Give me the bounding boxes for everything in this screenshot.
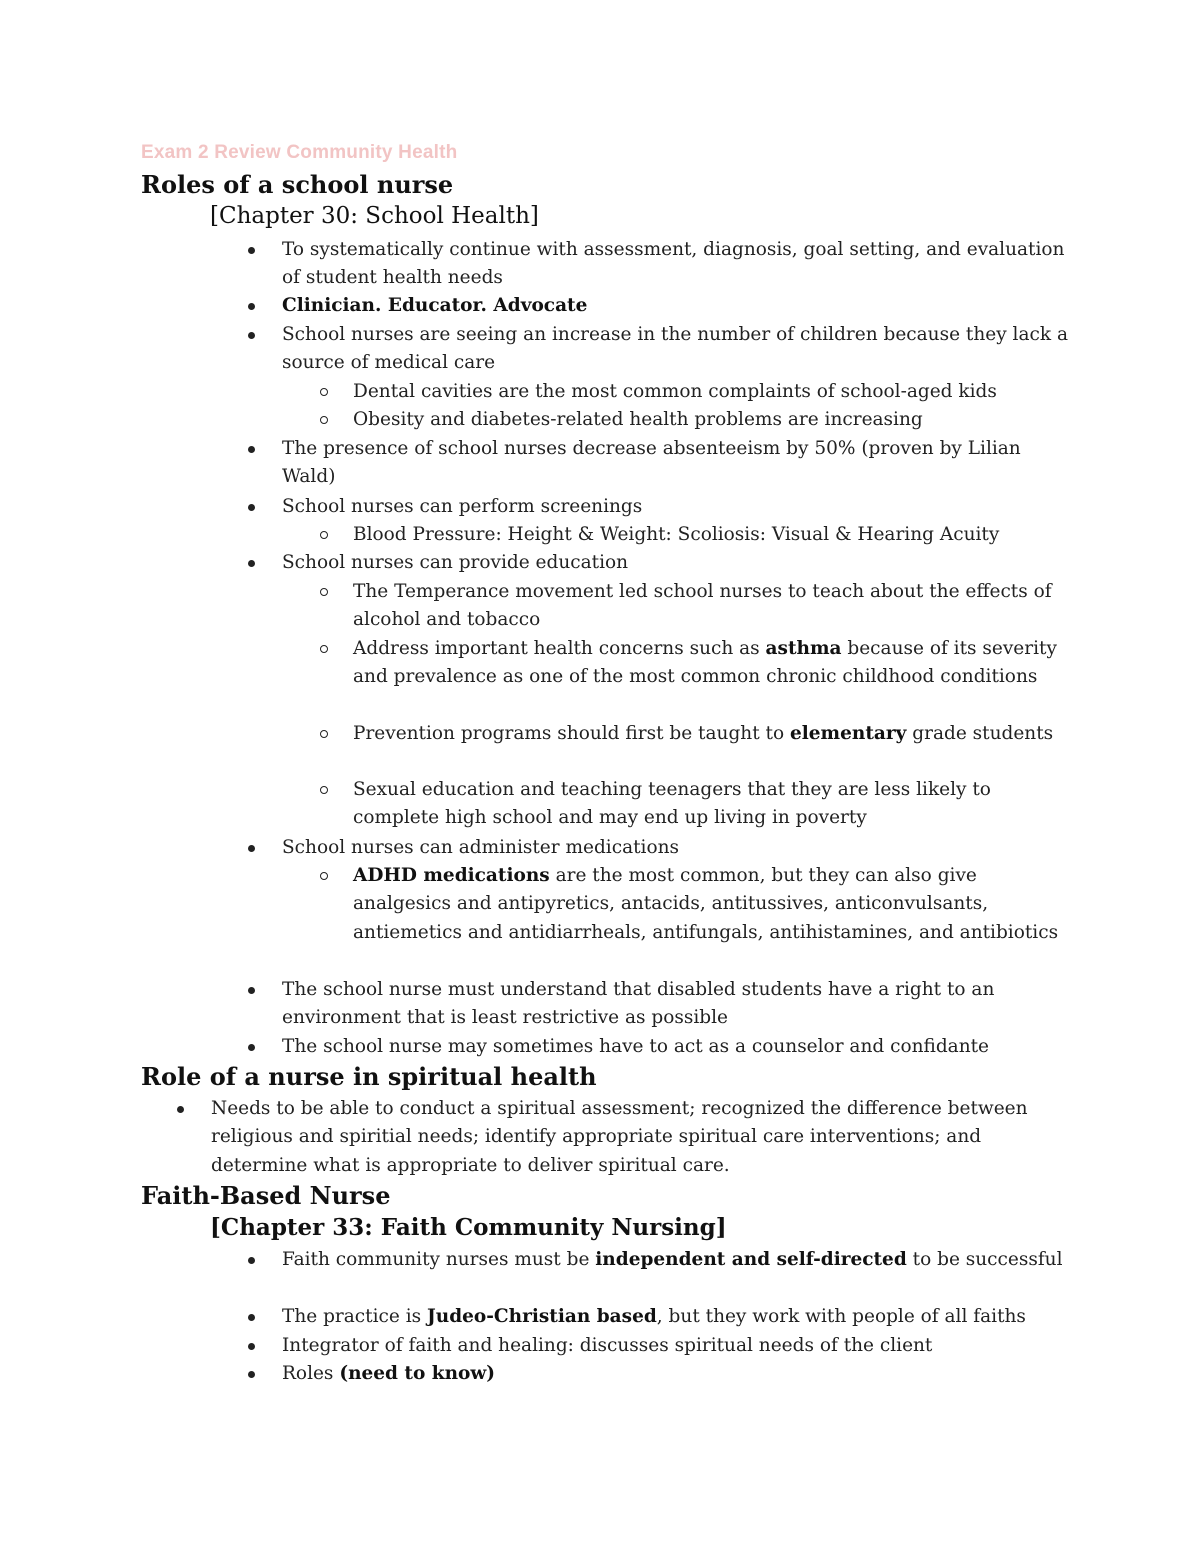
circle-bullet-icon (320, 872, 328, 880)
circle-bullet-icon (320, 388, 328, 396)
bullet-icon (248, 446, 255, 453)
section-heading-faith-based-nurse: Faith-Based Nurse (141, 1181, 391, 1210)
circle-bullet-icon (320, 416, 328, 424)
circle-bullet-icon (320, 786, 328, 794)
sub-list-item: Sexual education and teaching teenagers that they are less likely to complete high school and may end up living in poverty (353, 776, 1063, 833)
bullet-icon (248, 303, 255, 310)
chapter-heading-faith-community: [Chapter 33: Faith Community Nursing] (210, 1214, 727, 1241)
list-item: School nurses can provide education (282, 549, 1072, 577)
list-item: The presence of school nurses decrease absenteeism by 50% (proven by Lilian Wald) (282, 435, 1072, 492)
bullet-icon (248, 1314, 255, 1321)
bullet-icon (248, 987, 255, 994)
bullet-icon (248, 504, 255, 511)
list-item: Clinician. Educator. Advocate (282, 292, 1072, 320)
sub-list-item: Prevention programs should first be taught to elementary grade students (353, 720, 1063, 748)
bullet-icon (248, 1257, 255, 1264)
list-item: The school nurse must understand that disabled students have a right to an environment that is least restrictive as possible (282, 976, 1072, 1033)
bullet-icon (248, 560, 255, 567)
chapter-heading-school-health: [Chapter 30: School Health] (210, 203, 539, 229)
sub-list-item: Obesity and diabetes-related health problems are increasing (353, 406, 1063, 434)
circle-bullet-icon (320, 531, 328, 539)
bullet-icon (248, 1343, 255, 1350)
list-item: School nurses can administer medications (282, 834, 1072, 862)
sub-list-item: Address important health concerns such as asthma because of its severity and prevalence as one of the most common chronic childhood conditions (353, 635, 1063, 692)
bullet-icon (248, 845, 255, 852)
bullet-icon (248, 332, 255, 339)
circle-bullet-icon (320, 730, 328, 738)
sub-list-item: Dental cavities are the most common complaints of school-aged kids (353, 378, 1063, 406)
bullet-icon (248, 1044, 255, 1051)
list-item: School nurses are seeing an increase in the number of children because they lack a source of medical care (282, 321, 1072, 378)
section-heading-spiritual-health: Role of a nurse in spiritual health (141, 1062, 597, 1091)
bullet-icon (248, 1371, 255, 1378)
list-item: To systematically continue with assessment, diagnosis, goal setting, and evaluation of student health needs (282, 236, 1072, 293)
sub-list-item: Blood Pressure: Height & Weight: Scoliosis: Visual & Hearing Acuity (353, 521, 1063, 549)
list-item: The practice is Judeo-Christian based, but they work with people of all faiths (282, 1303, 1072, 1331)
list-item: Integrator of faith and healing: discusses spiritual needs of the client (282, 1332, 1072, 1360)
list-item: Needs to be able to conduct a spiritual assessment; recognized the difference between religious and spiritial needs; identify appropriate spiritual care interventions; and determine what is appropriate to deliver spiritual care. (211, 1095, 1041, 1180)
sub-list-item: ADHD medications are the most common, but they can also give analgesics and antipyretics, antacids, antitussives, anticonvulsants, antiemetics and antidiarrheals, antifungals, antihistamines, and antibiotics (353, 862, 1063, 947)
list-item: Faith community nurses must be independent and self-directed to be successful (282, 1246, 1072, 1274)
list-item: Roles (need to know) (282, 1360, 1072, 1388)
section-heading-school-nurse: Roles of a school nurse (141, 170, 454, 199)
list-item: The school nurse may sometimes have to act as a counselor and confidante (282, 1033, 1072, 1061)
document-title: Exam 2 Review Community Health (141, 142, 458, 163)
circle-bullet-icon (320, 588, 328, 596)
bullet-icon (177, 1106, 184, 1113)
list-item: School nurses can perform screenings (282, 493, 1072, 521)
bullet-icon (248, 247, 255, 254)
sub-list-item: The Temperance movement led school nurses to teach about the effects of alcohol and tobacco (353, 578, 1063, 635)
circle-bullet-icon (320, 645, 328, 653)
